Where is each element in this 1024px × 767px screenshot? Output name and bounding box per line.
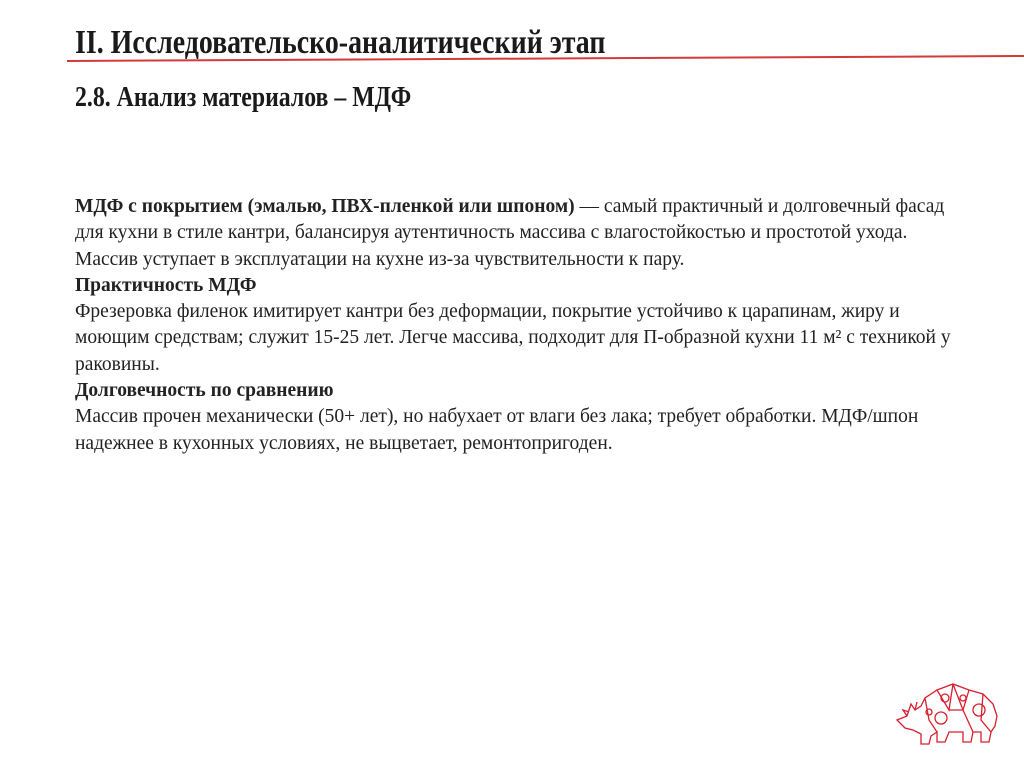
intro-text: — самый практичный и долговечный фасад для кухни в стиле кантри, балансируя аутентичность массива с влагостойкостью и простотой ухода. Массив уступает в эксплуатации на кухне из-за чувствительности к пару. [75, 196, 945, 270]
section-text-durability: Массив прочен механически (50+ лет), но набухает от влаги без лака; требует обработки. МДФ/шпон надежнее в кухонных условиях, не выцветает, ремонтопригоден. [75, 406, 919, 454]
slide-title: II. Исследовательско-аналитический этап [75, 24, 606, 61]
slide-body [75, 194, 955, 457]
section-text-practicality: Фрезеровка филенок имитирует кантри без деформации, покрытие устойчиво к царапинам, жиру и моющим средствам; служит 15-25 лет. Легче массива, подходит для П-образной кухни 11 м² с техникой у раковины. [75, 301, 951, 375]
section-heading-practicality: Практичность МДФ [75, 274, 257, 296]
slide-subtitle: 2.8. Анализ материалов – МДФ [75, 82, 412, 113]
intro-paragraph [75, 194, 955, 273]
section-heading-durability: Долговечность по сравнению [75, 380, 334, 402]
intro-bold: МДФ с покрытием (эмалью, ПВХ-пленкой или шпоном) [75, 196, 575, 217]
rhino-logo-icon [893, 680, 1005, 752]
